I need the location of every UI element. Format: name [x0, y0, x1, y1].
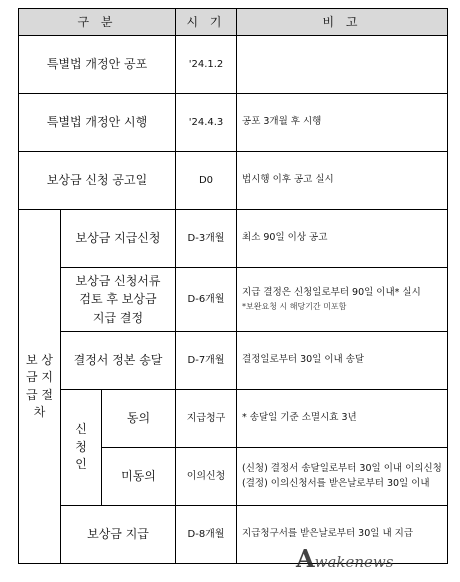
table-header-row	[19, 9, 448, 36]
applicant-label-line: 신	[75, 422, 87, 437]
header-category: 구 분	[19, 9, 176, 36]
row-date: '24.1.2	[176, 36, 237, 94]
row-note: 결정일로부터 30일 이내 송달	[237, 332, 448, 390]
row-date: D-6개월	[176, 268, 237, 332]
note-footnote: *보완요청 시 해당기간 미포함	[242, 301, 347, 311]
row-note: 공포 3개월 후 시행	[237, 94, 448, 152]
applicant-label-line: 청	[75, 439, 87, 454]
watermark-logo	[296, 544, 393, 573]
table-row	[19, 94, 448, 152]
group-label-line: 보 상	[26, 352, 53, 367]
applicant-label-line: 인	[75, 457, 87, 472]
row-note: * 송달일 기준 소멸시효 3년	[237, 390, 448, 448]
label-line: 보상금 신청서류	[75, 273, 161, 288]
header-remarks: 비 고	[237, 9, 448, 36]
row-date: '24.4.3	[176, 94, 237, 152]
note-text: 지급 결정은 신청일로부터 90일 이내* 실시	[242, 287, 421, 299]
row-note	[237, 36, 448, 94]
table-row	[19, 152, 448, 210]
note-line: (결정) 이의신청서를 받은날로부터 30일 이내	[242, 477, 430, 489]
group-label-line: 급 절	[26, 387, 53, 402]
table-row	[19, 332, 448, 390]
table-row	[19, 390, 448, 448]
row-date: D-8개월	[176, 506, 237, 564]
group-label-line: 차	[33, 404, 46, 419]
watermark-initial: A	[296, 544, 315, 573]
row-date: D-7개월	[176, 332, 237, 390]
row-label: 보상금 지급신청	[61, 210, 176, 268]
group-label-line: 금 지	[26, 370, 53, 385]
applicant-label	[61, 390, 102, 506]
row-label: 특별법 개정안 시행	[19, 94, 176, 152]
procedure-group-label	[19, 210, 61, 564]
row-date: D0	[176, 152, 237, 210]
row-date: 지급청구	[176, 390, 237, 448]
row-note: 지급청구서를 받은날로부터 30일 내 지급	[237, 506, 448, 564]
row-date: D-3개월	[176, 210, 237, 268]
row-label: 보상금 지급	[61, 506, 176, 564]
row-note	[237, 448, 448, 506]
row-label: 동의	[102, 390, 176, 448]
table-row	[19, 210, 448, 268]
schedule-table	[18, 8, 448, 564]
row-label	[61, 268, 176, 332]
label-line: 검토 후 보상금	[79, 292, 157, 307]
row-note: 법시행 이후 공고 실시	[237, 152, 448, 210]
watermark-text: wakenews	[314, 553, 394, 571]
row-label: 특별법 개정안 공포	[19, 36, 176, 94]
row-note: 최소 90일 이상 공고	[237, 210, 448, 268]
label-line: 지급 결정	[92, 310, 144, 325]
row-date: 이의신청	[176, 448, 237, 506]
header-timing: 시 기	[176, 9, 237, 36]
note-line: (신청) 결정서 송달일로부터 30일 이내 이의신청	[242, 463, 442, 475]
row-label: 보상금 신청 공고일	[19, 152, 176, 210]
row-note	[237, 268, 448, 332]
table-row	[19, 36, 448, 94]
row-label: 미동의	[102, 448, 176, 506]
row-label: 결정서 정본 송달	[61, 332, 176, 390]
table-row	[19, 268, 448, 332]
